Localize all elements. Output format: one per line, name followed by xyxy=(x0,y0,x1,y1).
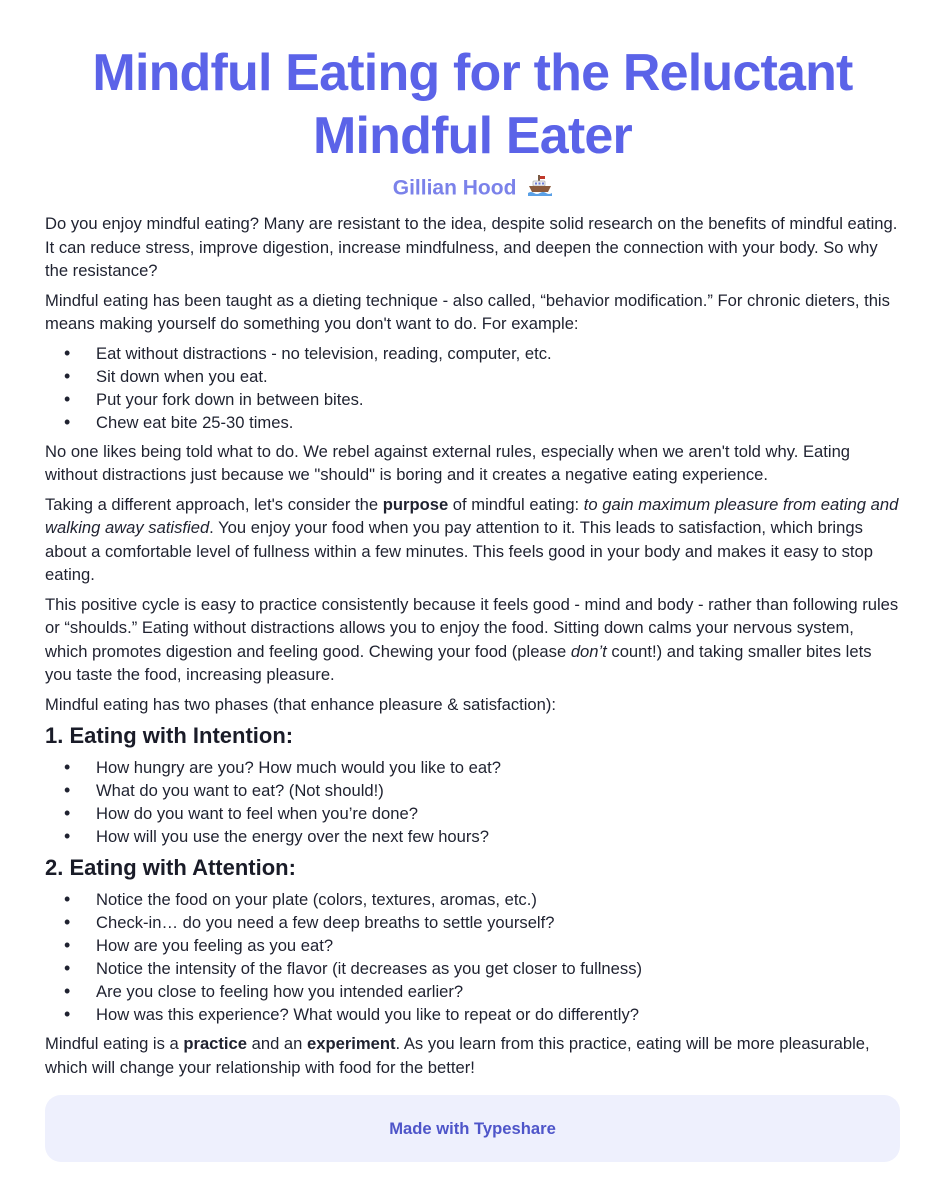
ship-icon xyxy=(528,174,552,204)
list-item: • Are you close to feeling how you intended earlier? xyxy=(96,980,900,1003)
list-item: • Sit down when you eat. xyxy=(96,365,900,388)
list-item: • How are you feeling as you eat? xyxy=(96,934,900,957)
text-span: count!) and taking smaller bites lets you taste the food, increasing pleasure. xyxy=(45,641,872,684)
list-item: • Put your fork down in between bites. xyxy=(96,388,900,411)
list-item: • How do you want to feel when you’re done? xyxy=(96,802,900,825)
italic-goal: to gain maximum pleasure from eating and walking away satisfied xyxy=(45,494,899,537)
section-heading-intention: 1. Eating with Intention: xyxy=(45,723,294,748)
text-span: . As you learn from this practice, eating will be more pleasurable, which will change your relationship with food for the better! xyxy=(45,1034,870,1077)
text-span: and an xyxy=(247,1034,307,1053)
intention-list xyxy=(45,756,900,848)
list-item: • Check-in… do you need a few deep breaths to settle yourself? xyxy=(96,911,900,934)
list-item: • Eat without distractions - no television, reading, computer, etc. xyxy=(96,342,900,365)
footer-text[interactable]: Made with Typeshare xyxy=(389,1118,556,1138)
author-name: Gillian Hood xyxy=(392,176,517,200)
attention-list xyxy=(45,888,900,1026)
paragraph-purpose xyxy=(45,493,900,587)
list-item: • Chew eat bite 25-30 times. xyxy=(96,411,900,434)
page-title: Mindful Eating for the Reluctant Mindful Eater xyxy=(92,44,853,165)
text-span: . You enjoy your food when you pay attention to it. This leads to satisfaction, which brings about a comfortable level of fullness within a few minutes. This feels good in your body and makes it easy to stop eating. xyxy=(45,518,873,584)
closing-paragraph xyxy=(45,1032,900,1079)
list-item: • Notice the intensity of the flavor (it decreases as you get closer to fullness) xyxy=(96,957,900,980)
diet-rules-list xyxy=(45,342,900,434)
italic-dont: don’t xyxy=(570,641,607,661)
text-span: Mindful eating is a xyxy=(45,1034,184,1053)
intro-paragraph-2: Mindful eating has been taught as a dieting technique - also called, “behavior modification.” For chronic dieters, this means making yourself do something you don't want to do. For example: xyxy=(45,290,890,333)
list-item: • How hungry are you? How much would you like to eat? xyxy=(96,756,900,779)
text-span: of mindful eating: xyxy=(448,494,584,514)
paragraph-phases: Mindful eating has two phases (that enhance pleasure & satisfaction): xyxy=(45,694,557,714)
text-span: Taking a different approach, let's consider the xyxy=(45,494,383,514)
paragraph-positive-cycle xyxy=(45,593,900,687)
list-item: • How was this experience? What would you like to repeat or do differently? xyxy=(96,1003,900,1026)
bold-purpose: purpose xyxy=(382,494,449,514)
bold-practice: practice xyxy=(183,1034,248,1053)
list-item: • How will you use the energy over the next few hours? xyxy=(96,825,900,848)
list-item: • Notice the food on your plate (colors, textures, aromas, etc.) xyxy=(96,888,900,911)
author-line xyxy=(45,174,900,204)
list-item: • What do you want to eat? (Not should!) xyxy=(96,779,900,802)
intro-paragraph-1: Do you enjoy mindful eating? Many are resistant to the idea, despite solid research on the benefits of mindful eating. It can reduce stress, improve digestion, increase mindfulness, and deepen the connection with your body. So why the resistance? xyxy=(45,214,898,280)
bold-experiment: experiment xyxy=(307,1034,396,1053)
paragraph-rebel: No one likes being told what to do. We rebel against external rules, especially when we aren't told why. Eating without distractions just because we "should" is boring and it creates a negative eating experience. xyxy=(45,441,851,484)
footer-banner[interactable] xyxy=(45,1095,900,1162)
text-span: This positive cycle is easy to practice consistently because it feels good - mind and body - rather than following rules or “shoulds.” Eating without distractions allows you to enjoy the food. Sitting down calms your nervous system, which promotes digestion and feeling good. Chewing your food (please xyxy=(45,594,899,661)
section-heading-attention: 2. Eating with Attention: xyxy=(45,855,296,880)
